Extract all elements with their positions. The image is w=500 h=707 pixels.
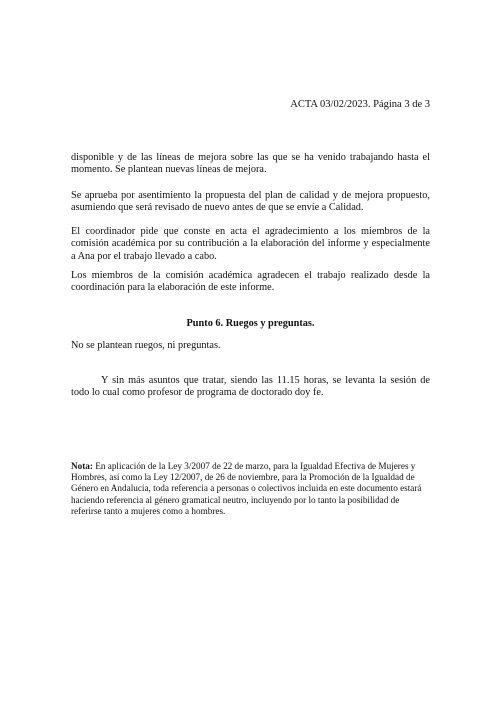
footnote-label: Nota: — [71, 461, 93, 471]
paragraph-acknowledgement: El coordinador pide que conste en acta el agradecimiento a los miembros de la comisión académica por su contribución a la elaboración del informe y especialmente a Ana por el trabajo llevado a cabo. — [71, 226, 430, 262]
paragraph-commission-thanks: Los miembros de la comisión académica agradecen el trabajo realizado desde la coordinación para la elaboración de este informe. — [71, 270, 430, 294]
paragraph-improvement-lines: disponible y de las líneas de mejora sobre las que se ha venido trabajando hasta el momento. Se plantean nuevas líneas de mejora. — [71, 152, 430, 176]
footnote-text: En aplicación de la Ley 3/2007 de 22 de marzo, para la Igualdad Efectiva de Mujeres y Hombres, así como la Ley 12/2007, de 26 de noviembre, para la Promoción de la Igualdad de Género en Andalucía, toda referencia a personas o colectivos incluida en este documento estará haciendo referencia al género gramatical neutro, incluyendo por lo tanto la posibilidad de referirse tanto a mujeres como a hombres. — [71, 461, 422, 516]
paragraph-closing: Y sin más asuntos que tratar, siendo las 11.15 horas, se levanta la sesión de todo lo cual como profesor de programa de doctorado doy fe. — [71, 375, 430, 399]
paragraph-no-questions: No se plantean ruegos, ni preguntas. — [71, 340, 221, 351]
page-header: ACTA 03/02/2023. Página 3 de 3 — [290, 99, 430, 110]
paragraph-approval: Se aprueba por asentimiento la propuesta del plan de calidad y de mejora propuesto, asumiendo que será revisado de nuevo antes de que se envíe a Calidad. — [71, 190, 430, 214]
section-title: Punto 6. Ruegos y preguntas. — [186, 318, 315, 329]
footnote — [71, 461, 430, 517]
